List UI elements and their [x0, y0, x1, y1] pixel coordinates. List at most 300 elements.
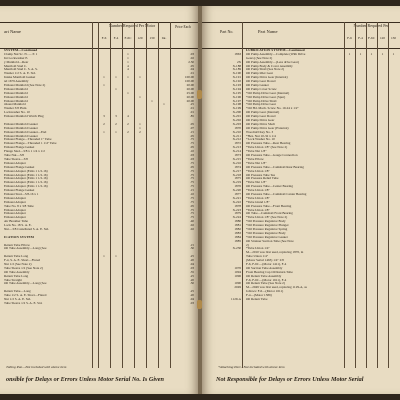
quantity-group-heading: Number Required Per: [353, 23, 389, 28]
part-name: Exhaust Flange Gasket: [4, 189, 35, 193]
price-cell: .04: [189, 298, 194, 301]
column-rule: [146, 22, 147, 368]
quantity-column-heading: F-6: [101, 36, 107, 40]
part-name: Tube Sleeve—3/8: [4, 157, 28, 161]
price-cell: .75: [189, 196, 194, 200]
price-cell: .03: [189, 52, 194, 56]
price-cell: .02: [189, 56, 194, 60]
part-name: *Tube Union 1/8" (See Note 2): [246, 146, 288, 150]
price-cell: .01: [189, 111, 194, 115]
part-name: Exhaust Adapter: [4, 216, 26, 220]
quantity-cell: 1: [127, 76, 129, 80]
part-number: X-188: [232, 64, 241, 68]
part-name: Nut—3/8 Castellated S. A. E. Std.: [4, 227, 49, 231]
quantity-cell: 2: [103, 122, 105, 126]
price-cell: .75: [189, 216, 194, 220]
part-number: 1129-A: [231, 298, 241, 301]
part-name: (Motor Serial 1463) 1/4" 2/8: [246, 259, 284, 263]
part-name: Tube Sleeve 1/2 S. A. E. Std.: [4, 301, 43, 305]
quantity-cell: 1: [381, 52, 384, 56]
price-cell: .25: [189, 290, 194, 294]
part-number: 1875: [234, 177, 241, 181]
part-name: *Tube Nut 1/8": [246, 181, 267, 185]
column-rule: [98, 22, 99, 368]
quantity-cell: 1: [103, 255, 105, 259]
price-cell: 100.00: [184, 80, 194, 84]
part-name: Gears) (See Note 2): [246, 56, 273, 60]
part-name: Exhaust Adapter: [4, 208, 26, 212]
part-name: Exhaust Flange—Threaded 1" Tube: [4, 138, 52, 142]
part-name: *Lock Washer No. 10: [246, 138, 275, 142]
quantity-cell: 1: [127, 56, 129, 60]
part-name: Nut 1/2 (See Note 2): [4, 262, 32, 266]
left-table-header: [0, 22, 198, 49]
part-name: *Tube Union 1/8": [246, 196, 270, 200]
price-cell: .03: [189, 154, 194, 158]
price-cell: .05: [189, 64, 194, 68]
part-name: *Oil Pressure Regulator Body: [246, 231, 286, 235]
price-cell: .10: [189, 192, 194, 196]
part-name: Oil Pump Cover Screw: [246, 87, 277, 91]
quantity-cell: 1: [139, 95, 141, 99]
part-name: *Oil Pump Drive Gear (Spur): [246, 95, 286, 99]
part-name: Exhaust Flange Gasket: [4, 146, 35, 150]
quantity-cell: 1: [370, 52, 373, 56]
part-name: Oil Pressure Tube—Gauge Connection: [246, 154, 298, 158]
part-name-heading: art Name: [4, 29, 21, 34]
quantity-cell: 1: [392, 52, 395, 56]
part-number: X-192: [232, 80, 241, 84]
part-name: *Tube Union 1/8": [246, 169, 270, 173]
part-name: SYSTEM—Continued: [4, 49, 38, 52]
price-cell: .03: [189, 157, 194, 161]
quantity-cell: 2: [115, 122, 117, 126]
part-name: F-6, F-6C—(Motor 1611), F-4: [246, 278, 287, 282]
part-name: M—2049 was first used, replacing 1129-A, as: [246, 286, 307, 290]
part-number: X-215: [232, 157, 241, 161]
quantity-column-heading: F-4: [358, 36, 363, 40]
column-rule: [242, 22, 243, 368]
price-cell: .10: [189, 150, 194, 154]
quantity-cell: 1: [139, 122, 141, 126]
price-cell: .75: [189, 169, 194, 173]
part-name: xhaust Manifold: [4, 103, 26, 107]
price-cell: .25: [189, 255, 194, 259]
price-cell: .04: [189, 262, 194, 266]
left-page: [0, 6, 198, 394]
price-cell: 20.00: [186, 84, 194, 88]
part-name: *Tube Elbow: [246, 157, 264, 161]
price-cell: .75: [189, 185, 194, 189]
part-number: 1885: [234, 239, 241, 243]
part-name: Int Lockwasher E.: [4, 56, 29, 60]
right-parts-table: [202, 6, 400, 394]
price-cell: 2.50: [188, 60, 194, 64]
quantity-cell: 4: [127, 115, 129, 119]
quantity-cell: 1: [115, 130, 117, 134]
part-number: 1874: [234, 165, 241, 169]
part-name: *Oil Pressure Regulator Spring: [246, 227, 288, 231]
right-table-header: [202, 22, 400, 49]
part-name: Exhaust Adapter: [4, 196, 26, 200]
part-name: Exhaust Manifold: [4, 91, 28, 95]
part-number: 1090: [234, 282, 241, 286]
price-cell: .25: [189, 274, 194, 278]
column-rule: [344, 22, 345, 368]
price-cell: .02: [189, 227, 194, 231]
table-row: [0, 302, 198, 306]
part-name: Air Breather Tube: [4, 220, 28, 224]
price-cell: .40: [189, 220, 194, 224]
part-number: X-220: [232, 189, 241, 193]
right-page: [202, 6, 400, 394]
part-name: nd 1679 Assembly: [4, 80, 29, 84]
price-cell: .03: [189, 266, 194, 270]
part-name: Oil Pump Gear Dowel: [246, 115, 276, 119]
part-name: Exhaust Adapter (Exits 1 1/2-16): [4, 181, 48, 185]
part-number: X-194: [232, 87, 241, 91]
part-number: X-195: [232, 91, 241, 95]
part-number: X-223: [232, 208, 241, 212]
price-cell: .85: [189, 115, 194, 119]
price-cell: .75: [189, 161, 194, 165]
price-cell: .15: [189, 189, 194, 193]
part-number: X-211: [232, 134, 241, 138]
price-cell: .05: [189, 165, 194, 169]
part-name: follows: F-6—(Motor 1611): [246, 290, 284, 294]
price-cell: .20: [189, 259, 194, 263]
quantity-cell: 1: [103, 76, 105, 80]
part-name: Return Tube Elbow: [4, 243, 30, 247]
part-name: Tube No. 8 x 3/8 Tube: [4, 204, 34, 208]
quantity-group-heading: Number Required Per Motor: [108, 23, 156, 28]
price-cell: .05: [189, 122, 194, 126]
part-number: X-203: [232, 122, 241, 126]
quantity-cell: 4: [127, 64, 129, 68]
part-number: X-218: [232, 173, 241, 177]
part-name: *Tube Union 1/8": [246, 208, 270, 212]
part-name: *Tube Nut 1/8": [246, 161, 267, 165]
column-rule: [388, 22, 389, 368]
part-name: Oil Pump Drive Gear (Internal): [246, 76, 288, 80]
part-name: Intake Manifold Gasket: [4, 76, 36, 80]
part-name: *Oil Pump Drive Gear (Internal): [246, 91, 290, 95]
column-rule: [366, 22, 367, 368]
part-name: Washer 1/2 S. A. E. Std.: [4, 72, 36, 76]
part-name: Oil Pump Drive Shaft: [246, 122, 275, 126]
quantity-cell: 4: [127, 68, 129, 72]
part-name: *Oil Pressure Regulator Gasket: [246, 235, 288, 239]
part-name: Exhaust Manifold: [4, 95, 28, 99]
part-name: 2): [246, 243, 249, 247]
part-name: Front Bearing Cap Oil Return Tube: [246, 270, 293, 274]
quantity-cell: 1: [115, 76, 117, 80]
part-name: Oil Pump Shaft (See Note 2): [246, 68, 285, 72]
part-number: 1881: [234, 224, 241, 228]
part-no-heading: Part No.: [220, 29, 234, 34]
quantity-cell: 1: [348, 52, 351, 56]
part-number: 1879: [234, 212, 241, 216]
price-cell: .05: [189, 204, 194, 208]
part-number: X-200: [232, 111, 241, 115]
quantity-cell: 2: [127, 130, 129, 134]
part-name: Oil Pump Gasket: [246, 84, 269, 88]
price-cell: .07: [189, 126, 194, 130]
quantity-column-heading: F-6C: [368, 36, 375, 40]
column-rule: [122, 22, 123, 368]
part-number: X-219: [232, 181, 241, 185]
part-name: Exhaust Manifold Gasket—End: [4, 130, 47, 134]
part-name: Exhaust Stud—3/8-16 x 1: [4, 192, 39, 196]
column-rule: [110, 22, 111, 368]
part-number: X-212: [232, 138, 241, 142]
part-number: 1878: [234, 204, 241, 208]
part-name-heading: Part Name: [258, 29, 278, 34]
part-name: Exhaust Manifold Gasket: [4, 126, 38, 130]
part-name: Tube Sleeve 1/2 (See Note 2): [4, 266, 43, 270]
quantity-column-heading: 120: [379, 36, 386, 40]
price-cell: .02: [189, 224, 194, 228]
quantity-cell: 1: [151, 99, 153, 103]
part-name: Exhaust Flange Gasket: [4, 165, 35, 169]
part-number: 2049: [234, 286, 241, 290]
part-number: X-202: [232, 119, 241, 123]
quantity-column-heading: F-6C: [124, 36, 132, 40]
part-name: Washer 3/8 Plain: [4, 107, 27, 111]
part-name: Exhaust Adapter (Exits 1 1/2-16): [4, 177, 48, 181]
part-name: Exhaust Flange—Threaded 1 1/4" Tube: [4, 142, 57, 146]
part-name: Exhaust Manifold (See Note 2): [4, 84, 46, 88]
part-name: Oil Pressure Tube—Camshaft Rear Bearing: [246, 165, 304, 169]
right-rows: [202, 49, 400, 302]
column-rule: [158, 22, 159, 368]
part-number: 1094: [234, 270, 241, 274]
part-number: X-191: [232, 76, 241, 80]
quantity-column-heading: 120: [137, 36, 143, 40]
part-number: X-216: [232, 161, 241, 165]
part-name: Oil Pressure Relief Tube: [246, 177, 279, 181]
quantity-cell: 1: [103, 84, 105, 88]
price-cell: .20: [189, 278, 194, 282]
price-cell: .25: [189, 103, 194, 107]
part-name: Oil Pump Gear Dowel: [246, 80, 276, 84]
part-name: Oil Tube—Camshaft Front Bearing: [246, 212, 293, 216]
quantity-cell: 1: [127, 52, 129, 56]
part-number: 1877: [234, 192, 241, 196]
part-name: Exhaust Adapter: [4, 161, 26, 165]
price-cell: .75: [189, 212, 194, 216]
part-name: *Tube Gland 1/8": [246, 200, 270, 204]
part-name: *Tube Union 1/4": [246, 247, 270, 251]
right-footnote: *Attaching Part—Not included with above item: [218, 365, 285, 370]
price-cell: .75: [189, 177, 194, 181]
part-name: Return Tube Long: [4, 255, 29, 259]
price-cell: .50: [189, 247, 194, 251]
part-number: X-222: [232, 200, 241, 204]
price-cell: .75: [189, 208, 194, 212]
part-number: 1876: [234, 185, 241, 189]
quantity-cell: 1: [115, 87, 117, 91]
price-cell: .05: [189, 134, 194, 138]
part-number: 2X: [236, 60, 241, 64]
part-number: 1863: [234, 52, 241, 56]
part-name: y Manifold—Rear: [4, 60, 29, 64]
part-name: Oil Tube Assembly—Long (See: [4, 282, 47, 286]
part-number: X-196: [232, 95, 241, 99]
part-name: Flange Stud—3/8 x 1 1/4 x 1/2: [4, 150, 45, 154]
part-name: Manifold Stud C.: [4, 64, 27, 68]
part-name: Oil Pump Drive Gear (External): [246, 126, 289, 130]
part-number: 1884: [234, 235, 241, 239]
part-name: F-4—(Motor 1589): [246, 294, 272, 298]
part-name: Oil Suction Tube Assembly: [246, 266, 283, 270]
part-name: Exhaust Adapter: [4, 200, 26, 204]
part-name: Lockwasher No. 10: [4, 111, 30, 115]
column-rule: [170, 22, 171, 368]
left-parts-table: [0, 6, 198, 394]
part-name: Exhaust Manifold: [4, 99, 28, 103]
column-rule: [355, 22, 356, 368]
part-name: Exhaust Manifold Gasket: [4, 134, 38, 138]
part-name: Oil Tube Assembly—Long (See: [4, 247, 47, 251]
quantity-cell: 1: [115, 255, 117, 259]
price-heading: Price Each: [175, 25, 191, 29]
column-rule: [377, 22, 378, 368]
price-cell: 20.00: [186, 95, 194, 99]
quantity-cell: 1: [127, 91, 129, 95]
part-name: *Oil Pump Drive Gear: [246, 103, 276, 107]
part-name: Exhaust Adapter (Exits 1 1/2-16): [4, 185, 48, 189]
part-number: 1872: [234, 142, 241, 146]
part-name: ICATION SYSTEM: [4, 235, 35, 239]
price-cell: .75: [189, 181, 194, 185]
price-cell: .05: [189, 146, 194, 150]
part-name: *Oil Pressure Regulator Body: [246, 220, 286, 224]
price-cell: .75: [189, 173, 194, 177]
part-number: X-198: [232, 103, 241, 107]
part-name: Oil Pressure Tube Tee: [246, 173, 276, 177]
part-number: X-190: [232, 72, 241, 76]
part-number: 1883: [234, 231, 241, 235]
quantity-cell: 2: [139, 130, 141, 134]
part-name: Oil Pump Gear (Internal): [246, 111, 280, 115]
part-name: *Tube Union 1/8": [246, 189, 270, 193]
part-number: X-224: [232, 216, 241, 220]
part-name: Oil Pressure Tube—Rear Bearing: [246, 142, 291, 146]
part-name: Return Tube—Long: [4, 290, 31, 294]
part-number: X-210: [232, 130, 241, 134]
right-footer: Not Responsible for Delays or Errors Unless Motor Serial: [216, 376, 364, 384]
part-name: Return Tube Long: [4, 274, 29, 278]
price-cell: .35: [189, 270, 194, 274]
price-cell: .20: [189, 294, 194, 298]
part-name: *Hex. Nut 10-32 x 1/4: [246, 134, 276, 138]
part-number: X-201: [232, 115, 241, 119]
left-footnote: Tubing Pan—Not included with above item: [6, 365, 67, 370]
part-name: F-6, F-6C—(Motor 1411), F-4: [246, 262, 287, 266]
part-name: Exhaust Manifold: [4, 87, 28, 91]
part-name: Exhaust Manifold Watch Plug: [4, 115, 44, 119]
part-name: Oil Return Tube (See Note 2): [246, 282, 285, 286]
part-name: LUBRICATION SYSTEM—Continued: [246, 49, 305, 52]
part-name: Tube Straight: [4, 278, 22, 282]
quantity-cell: 1: [139, 76, 141, 80]
part-name: Lock No. 18 S. A. E.: [4, 224, 32, 228]
part-name: Oil Pressure Tube—Front Bearing: [246, 204, 292, 208]
price-cell: .04: [189, 68, 194, 72]
price-cell: .01: [189, 72, 194, 76]
part-number: 1076: [234, 266, 241, 270]
part-number: 1873: [234, 154, 241, 158]
part-name: *Oil Pump Drive Shaft: [246, 99, 277, 103]
part-name: *Tube Union 1/8" (See Note 2): [246, 216, 288, 220]
price-cell: .15: [189, 243, 194, 247]
part-name: Exhaust Adapter: [4, 212, 26, 216]
quantity-cell: 3: [115, 115, 117, 119]
price-cell: .15: [189, 130, 194, 134]
part-name: Clamp Nut Sc. N. — P. 1: [4, 52, 38, 56]
price-cell: .01: [189, 107, 194, 111]
part-number: 1880: [234, 220, 241, 224]
part-number: X-230: [232, 247, 241, 251]
quantity-cell: 1: [163, 103, 165, 107]
part-number: X-217: [232, 169, 241, 173]
quantity-column-heading: F-6: [347, 36, 352, 40]
quantity-cell: 1: [127, 60, 129, 64]
left-rows: [0, 49, 198, 306]
part-name: Exhaust Adapter (Exits 1 1/2-16): [4, 169, 48, 173]
price-cell: 25.00: [186, 91, 194, 95]
left-footer: onsible for Delays or Errors Unless Motor Serial No. Is Given: [6, 376, 164, 384]
part-name: F-4, S. A. E. Short—Flared: [4, 259, 41, 263]
part-name: Oil Pump Body & Cover Assembly: [246, 64, 293, 68]
part-name: Oil Tube Assembly: [4, 270, 30, 274]
price-cell: .50: [189, 282, 194, 286]
part-name: *Oil Pressure Regulator Plunger: [246, 224, 289, 228]
part-name: Exhaust Manifold Gasket: [4, 122, 38, 126]
part-name: Oil Pressure Tube—Center Bearing: [246, 185, 293, 189]
part-name: *Oil Hd. Mach. Screw No. 10-24 x 1/2": [246, 107, 299, 111]
quantity-column-heading: F-4: [113, 36, 119, 40]
part-number: X-221: [232, 196, 241, 200]
part-name: Exhaust Adapter (Exits 1 1/2-16): [4, 173, 48, 177]
part-number: X-193: [232, 84, 241, 88]
part-name: Manifold Stud C. S. A. S.: [4, 68, 38, 72]
quantity-cell: 2: [127, 122, 129, 126]
part-name: Oil Strainer Suction Tube (See Note: [246, 239, 294, 243]
part-number: X-199: [232, 107, 241, 111]
price-cell: 20.00: [186, 87, 194, 91]
part-number: X-189: [232, 68, 241, 72]
table-row: [202, 298, 400, 302]
part-name: Oil Pump Assembly—Complete (With Drive: [246, 52, 306, 56]
price-cell: .75: [189, 138, 194, 142]
quantity-cell: 1: [103, 130, 105, 134]
part-number: X-213: [232, 146, 241, 150]
part-name: Oil Pump Idler Gear: [246, 72, 274, 76]
quantity-cell: 1: [359, 52, 362, 56]
column-rule: [134, 22, 135, 368]
part-number: 1870: [234, 126, 241, 130]
part-number: X-197: [232, 99, 241, 103]
part-number: 1882: [234, 227, 241, 231]
quantity-column-heading: Int.: [161, 36, 167, 40]
part-name: *Tube Nut 1/8": [246, 150, 267, 154]
part-name: Oil Pressure Tube—Camshaft Center Bearing: [246, 192, 307, 196]
quantity-cell: 3: [103, 115, 105, 119]
part-name: M—2010 was first used, replacing 1870, in: [246, 251, 304, 255]
price-cell: .75: [189, 142, 194, 146]
